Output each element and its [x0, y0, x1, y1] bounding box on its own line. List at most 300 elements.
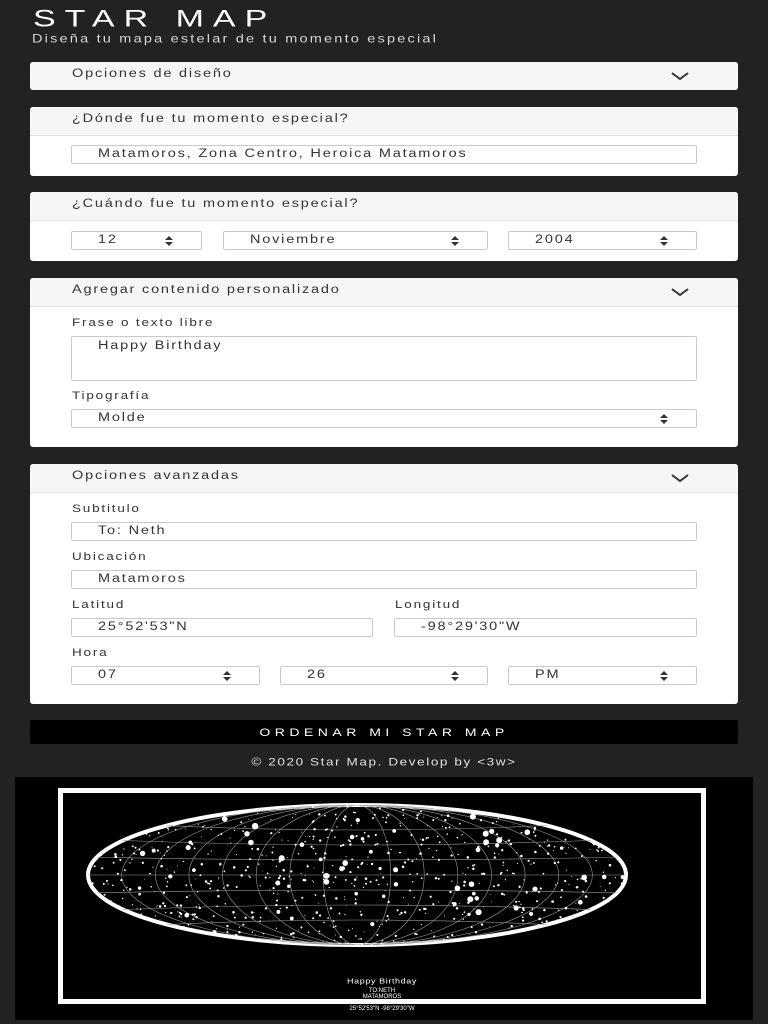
star [324, 874, 327, 877]
star [459, 823, 461, 825]
star [374, 844, 376, 846]
star [538, 891, 540, 893]
star [162, 827, 164, 829]
star [291, 879, 292, 880]
star [233, 866, 236, 869]
poster-location: MATAMOROS [362, 994, 402, 1000]
star [295, 900, 297, 902]
star [283, 878, 285, 880]
custom-content-title: Agregar contenido personalizado [72, 283, 341, 297]
star [363, 841, 365, 843]
star [496, 821, 497, 822]
design-options-header[interactable] [30, 62, 738, 90]
star [208, 883, 210, 885]
star [426, 837, 428, 839]
custom-content-header[interactable] [30, 278, 738, 307]
star [404, 911, 406, 913]
star [385, 890, 386, 891]
star [188, 924, 190, 926]
year-select[interactable] [508, 231, 697, 250]
star [345, 942, 346, 943]
star [367, 835, 369, 837]
star [120, 879, 122, 881]
star [288, 840, 289, 841]
star [327, 917, 329, 919]
star [399, 914, 401, 916]
star [451, 880, 452, 881]
star [333, 920, 335, 922]
star [480, 819, 482, 821]
star [462, 914, 463, 915]
star [308, 931, 310, 933]
star [140, 851, 145, 856]
star [382, 924, 383, 925]
star [183, 861, 184, 862]
star [108, 883, 109, 884]
star [484, 843, 486, 845]
star [547, 846, 548, 847]
star [303, 879, 305, 881]
star [136, 854, 137, 855]
poster-datetime: 12 NOVIEMBRE 2004 07:26 PM [338, 1000, 426, 1006]
star [235, 934, 238, 937]
star [265, 877, 267, 879]
star [201, 836, 202, 837]
star [230, 842, 231, 843]
star [164, 905, 166, 907]
star [427, 825, 428, 826]
star [503, 862, 505, 864]
star [262, 871, 263, 872]
star [409, 889, 411, 891]
star [609, 864, 612, 867]
star [319, 914, 321, 916]
star [342, 844, 344, 846]
chevron-down-icon[interactable] [670, 286, 690, 298]
star [495, 843, 499, 847]
star [292, 817, 293, 818]
star [536, 900, 538, 902]
month-select[interactable] [223, 231, 488, 250]
star [199, 906, 200, 907]
star [565, 839, 567, 841]
star [403, 941, 405, 943]
star [541, 921, 543, 923]
star [352, 928, 353, 929]
star [433, 936, 435, 938]
star [453, 905, 454, 906]
star [220, 833, 222, 835]
star [232, 911, 235, 914]
subtitle-input[interactable] [71, 522, 697, 541]
year-select-value: 2004 [535, 233, 575, 247]
star [361, 837, 365, 841]
star [141, 913, 143, 915]
star [290, 916, 294, 920]
star [163, 892, 165, 894]
star [432, 903, 434, 905]
page-subtitle: Diseña tu mapa estelar de tu momento especial [32, 33, 439, 46]
star [157, 905, 158, 906]
star [438, 878, 440, 880]
star [205, 880, 208, 883]
star [133, 853, 135, 855]
star [554, 846, 556, 848]
star [533, 862, 535, 864]
star [161, 858, 162, 859]
location-title: ¿Dónde fue tu momento especial? [72, 112, 350, 126]
star [260, 917, 262, 919]
star [504, 894, 506, 896]
star [122, 854, 123, 855]
star [216, 905, 218, 907]
typography-select-value: Molde [98, 411, 147, 425]
star [435, 877, 437, 879]
star [526, 891, 528, 893]
star [131, 859, 132, 860]
star [463, 919, 464, 920]
star [149, 835, 150, 836]
order-star-map-button[interactable] [30, 720, 738, 744]
star [242, 830, 244, 832]
star [155, 915, 156, 916]
star [450, 854, 452, 856]
star [354, 885, 356, 887]
location-input-value: Matamoros, Zona Centro, Heroica Matamoros [98, 147, 468, 161]
star [344, 896, 345, 897]
star [515, 901, 517, 903]
star [441, 815, 442, 816]
star [513, 905, 514, 906]
star [329, 887, 330, 888]
star [196, 906, 198, 908]
star [577, 879, 579, 881]
star [538, 918, 541, 921]
star [335, 814, 337, 816]
star [356, 877, 357, 878]
star [174, 871, 175, 872]
star [382, 895, 385, 898]
star [323, 879, 325, 881]
star [272, 846, 273, 847]
star [473, 908, 474, 909]
star [139, 834, 140, 835]
star [244, 826, 245, 827]
star [342, 860, 348, 866]
star [309, 814, 310, 815]
star [216, 928, 217, 929]
star [494, 853, 496, 855]
star [315, 894, 317, 896]
star [305, 875, 306, 876]
star [598, 847, 600, 849]
star [467, 913, 470, 916]
star [387, 852, 390, 855]
month-select-value: Noviembre [250, 233, 337, 247]
star [382, 817, 383, 818]
star [603, 871, 604, 872]
star [267, 873, 269, 875]
star [568, 884, 569, 885]
star [378, 867, 381, 870]
day-select-value: 12 [98, 233, 118, 247]
star [211, 921, 212, 922]
hour-label: Hora [72, 646, 109, 659]
star [313, 835, 315, 837]
star [420, 839, 421, 840]
star [463, 881, 466, 884]
star [370, 881, 372, 883]
star [275, 829, 276, 830]
location-input[interactable] [71, 145, 697, 164]
star [167, 869, 168, 870]
star [532, 891, 533, 892]
star [360, 914, 362, 916]
star [260, 885, 261, 886]
star [279, 855, 285, 861]
star [115, 855, 118, 858]
star [357, 823, 358, 824]
star [217, 889, 219, 891]
star [585, 895, 588, 898]
star [364, 931, 365, 932]
star [252, 916, 254, 918]
star [367, 856, 368, 857]
star [467, 896, 473, 902]
star [459, 903, 460, 904]
star [192, 914, 194, 916]
star [168, 874, 172, 878]
star [490, 894, 491, 895]
star [263, 933, 265, 935]
star [225, 903, 227, 905]
date-title: ¿Cuándo fue tu momento especial? [72, 197, 360, 211]
star [110, 900, 111, 901]
star [248, 875, 249, 876]
star [501, 837, 503, 839]
star [355, 835, 357, 837]
star [223, 887, 225, 889]
star [234, 917, 236, 919]
star [318, 903, 319, 904]
star [202, 826, 204, 828]
star [522, 916, 524, 918]
day-select[interactable] [71, 231, 202, 250]
star [335, 925, 337, 927]
star [497, 884, 499, 886]
chevron-down-icon[interactable] [670, 472, 690, 484]
star [534, 835, 536, 837]
star [309, 836, 310, 837]
star [603, 897, 605, 899]
star [281, 937, 282, 938]
star [351, 858, 353, 860]
star [430, 896, 432, 898]
star [160, 865, 163, 868]
star [301, 873, 302, 874]
star [522, 907, 525, 910]
star [273, 893, 275, 895]
star [218, 835, 219, 836]
star [355, 935, 357, 937]
star [532, 908, 534, 910]
star [304, 841, 305, 842]
star [597, 850, 599, 852]
star [539, 845, 541, 847]
star [244, 917, 246, 919]
star [596, 849, 598, 851]
star [301, 832, 302, 833]
star [442, 826, 443, 827]
star [166, 850, 167, 851]
star [197, 891, 198, 892]
star [420, 810, 422, 812]
star [239, 927, 240, 928]
star [351, 883, 352, 884]
star [421, 877, 423, 879]
star [560, 846, 563, 849]
star [158, 832, 160, 834]
star [479, 883, 480, 884]
star [281, 840, 282, 841]
star [195, 916, 197, 918]
star [557, 883, 558, 884]
latitude-input[interactable] [71, 618, 373, 637]
star [336, 818, 338, 820]
star [390, 849, 391, 850]
star [339, 866, 344, 871]
star [365, 877, 368, 880]
star [346, 805, 348, 807]
star [453, 918, 455, 920]
star [388, 918, 389, 919]
star [119, 859, 121, 861]
star [376, 921, 377, 922]
star [186, 845, 191, 850]
star [421, 924, 422, 925]
star [349, 840, 351, 842]
star [331, 830, 333, 832]
star [452, 902, 454, 904]
star [483, 906, 484, 907]
star [270, 819, 271, 820]
chevron-down-icon[interactable] [670, 70, 690, 82]
star [104, 894, 106, 896]
star [421, 844, 423, 846]
star [289, 876, 290, 877]
star [136, 908, 137, 909]
star [464, 911, 466, 913]
star [428, 848, 429, 849]
star [416, 873, 418, 875]
star [547, 839, 548, 840]
star [548, 844, 550, 846]
star [226, 925, 228, 927]
star [217, 895, 219, 897]
star [335, 876, 337, 878]
typography-select[interactable] [71, 409, 697, 428]
star [132, 845, 134, 847]
phrase-label: Frase o texto libre [72, 316, 215, 329]
star [327, 837, 328, 838]
star [300, 926, 302, 928]
star [369, 850, 373, 854]
star [426, 873, 428, 875]
star [399, 852, 401, 854]
star [563, 847, 564, 848]
ampm-select[interactable] [508, 666, 697, 685]
star [297, 909, 298, 910]
star [183, 926, 185, 928]
star [138, 886, 141, 889]
star [151, 831, 152, 832]
star [293, 937, 295, 939]
star [146, 833, 148, 835]
star [157, 850, 159, 852]
star [601, 850, 603, 852]
poster-coordinates: 25°52'53"N -98°29'30"W [349, 1006, 415, 1012]
star [179, 915, 181, 917]
star [219, 863, 221, 865]
star [469, 881, 475, 887]
star [427, 837, 428, 838]
star [534, 827, 537, 830]
star [195, 878, 196, 879]
star [393, 867, 398, 872]
star [382, 876, 384, 878]
star [416, 817, 418, 819]
hour-select[interactable] [71, 666, 260, 685]
advanced-options-header[interactable] [30, 464, 738, 493]
star [123, 890, 125, 892]
star [346, 905, 347, 906]
star [252, 823, 258, 829]
star [333, 882, 334, 883]
star [387, 884, 389, 886]
ubicacion-input[interactable] [71, 570, 697, 589]
star [236, 886, 238, 888]
star [343, 818, 345, 820]
star [312, 821, 314, 823]
longitude-input[interactable] [394, 618, 697, 637]
star [528, 860, 530, 862]
star [275, 880, 280, 885]
star [445, 827, 447, 829]
star [149, 873, 151, 875]
minute-select[interactable] [280, 666, 488, 685]
star [316, 911, 319, 914]
star [551, 900, 554, 903]
star [566, 870, 567, 871]
star [166, 886, 168, 888]
star [150, 886, 152, 888]
star [291, 905, 292, 906]
star [234, 830, 235, 831]
star [435, 808, 436, 809]
star [436, 850, 438, 852]
star [444, 819, 446, 821]
star [394, 882, 398, 886]
star [498, 854, 499, 855]
star [335, 897, 338, 900]
star [313, 838, 314, 839]
star [272, 859, 273, 860]
star [185, 915, 186, 916]
star [101, 867, 103, 869]
phrase-textarea[interactable] [71, 336, 697, 381]
star [175, 829, 176, 830]
star [595, 860, 597, 862]
